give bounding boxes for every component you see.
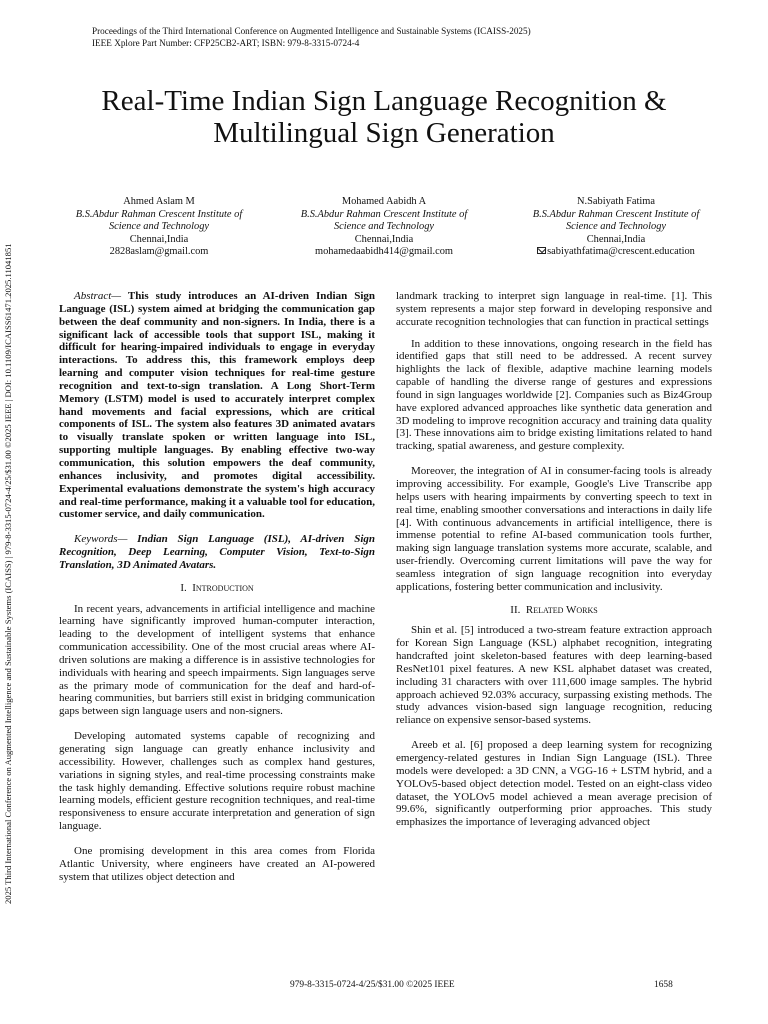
author-block-3 — [501, 196, 731, 259]
conference-header-line1: Proceedings of the Third International Conference on Augmented Intelligence and Sustainable Systems (ICAISS-2025) — [92, 26, 531, 36]
right-column — [396, 290, 712, 829]
page-number: 1658 — [654, 980, 673, 990]
intro-paragraph-3: One promising development in this area comes from Florida Atlantic University, where engineers have created an AI-powered system that utilizes object detection and — [59, 844, 375, 883]
author-affiliation: Science and Technology — [333, 221, 435, 233]
related-paragraph-2: Areeb et al. [6] proposed a deep learning system for recognizing emergency-related gestures in Indian Sign Language (ISL). Three models were developed: a 3D CNN, a VGG-16 + LSTM hybrid, and a YOLOv5-based object detection model. Tested on an eight-class video dataset, the YOLOv5 model achieved a mean average precision of 99.6%, significantly outperforming prior approaches. This study emphasizes the importance of leveraging advanced object — [396, 739, 712, 829]
section-heading-related-works — [396, 604, 712, 617]
related-paragraph-1: Shin et al. [5] introduced a two-stream feature extraction approach for Korean Sign Language (KSL) alphabet recognition, integrating handcrafted joint skeleton-based features with deep learning-based ResNet101 pixel features. A new KSL alphabet dataset was created, including 31 characters with over 111,600 image samples. The hybrid approach achieved 92.03% accuracy, surpassing existing methods. The study advances vision-based sign language recognition, reducing reliance on expensive sensor-based systems. — [396, 624, 712, 727]
abstract-text: This study introduces an AI-driven Indian Sign Language (ISL) system aimed at bridging the communication gap between the deaf community and non-signers. In India, there is a significant lack of accessible tools that support ISL, making it difficult for hearing-impaired individuals to engage in everyday interactions. To address this, this framework employs deep learning and computer vision techniques for real-time gesture recognition and text-to-sign translation. A Long Short-Term Memory (LSTM) model is used to accurately interpret complex hand movements and facial expressions, which are critical components of ISL. The system also features 3D animated avatars to visually translate spoken or written language into ISL, supporting multiple languages. By enabling effective two-way communication, this solution empowers the deaf community, enhances inclusivity, and promotes digital accessibility. Experimental evaluations demonstrate the system's high accuracy and real-time performance, making it a valuable tool for education, customer service, and daily communication. — [59, 290, 375, 521]
section-number: I. — [180, 581, 187, 594]
section-heading-introduction — [59, 582, 375, 595]
author-name: N.Sabiyath Fatima — [577, 196, 655, 207]
doi-sidebar-text: 2025 Third International Conference on Augmented Intelligence and Sustainable Systems (ICAISS) | 979-8-3315-0724-4/25/$31.00 ©2025 IEEE | DOI: 10.1109/ICAISS61471.2025.11041851 — [3, 243, 13, 904]
paper-title-line1: Real-Time Indian Sign Language Recognition & — [101, 85, 667, 117]
author-location: Chennai,India — [586, 233, 646, 245]
author-location: Chennai,India — [129, 233, 189, 245]
abstract — [59, 290, 375, 521]
keywords-text: Indian Sign Language (ISL), AI-driven Sign Recognition, Deep Learning, Computer Vision, Text-to-Sign Translation, 3D Animated Avatars. — [59, 533, 375, 571]
abstract-label: Abstract— — [74, 290, 122, 302]
paper-title — [40, 85, 728, 149]
intro-paragraph-5: Moreover, the integration of AI in consumer-facing tools is already improving accessibility. For example, Google's Live Transcribe app helps users with hearing impairments by converting speech to text in real time, enabling smoother conversations and interactions in daily life [4]. With continuous advancements in artificial intelligence, there is immense potential to refine AI-based communication tools further, making sign language translation systems more accurate, scalable, and user-friendly. Overcoming current limitations will pave the way for seamless integration of sign language recognition into everyday applications, fostering better communication and inclusivity. — [396, 465, 712, 593]
author-affiliation: B.S.Abdur Rahman Crescent Institute of — [75, 208, 243, 220]
intro-paragraph-3-continued: landmark tracking to interpret sign language in real-time. [1]. This system represents a major step forward in developing responsive and accurate recognition technologies that can function in practical settings — [396, 290, 712, 328]
envelope-icon — [537, 247, 546, 254]
author-email: mohamedaabidh414@gmail.com — [315, 246, 453, 258]
keywords — [59, 533, 375, 572]
left-column — [59, 290, 375, 883]
paper-title-line2: Multilingual Sign Generation — [213, 117, 555, 149]
conference-header — [92, 25, 531, 49]
section-title: Introduction — [192, 581, 254, 594]
author-block-2 — [269, 196, 499, 259]
intro-paragraph-4: In addition to these innovations, ongoing research in the field has identified gaps that still need to be addressed. A recent survey highlights the lack of flexible, adaptive machine learning models capable of handling the diverse range of gestures and expressions found in sign languages worldwide [2]. Companies such as Biz4Group have explored advanced approaches like synthetic data generation and 3D modeling to improve recognition accuracy and training data quality [3]. These innovations aim to bridge existing limitations related to hand tracking, spatial awareness, and gesture complexity. — [396, 337, 712, 453]
author-block-1 — [44, 196, 274, 259]
section-number: II. — [510, 603, 521, 616]
author-email: sabiyathfatima@crescent.education — [547, 246, 695, 258]
author-name: Ahmed Aslam M — [123, 196, 195, 207]
author-affiliation: B.S.Abdur Rahman Crescent Institute of — [532, 208, 700, 220]
intro-paragraph-2: Developing automated systems capable of recognizing and generating sign language can greatly enhance inclusivity and accessibility. However, challenges such as complex hand gestures, variations in signing styles, and real-time processing constraints make the task highly demanding. Effective solutions require robust machine learning models, efficient gesture recognition techniques, and real-time responsiveness to ensure accurate interpretation and generation of sign language. — [59, 730, 375, 833]
author-affiliation: Science and Technology — [565, 221, 667, 233]
author-affiliation: B.S.Abdur Rahman Crescent Institute of — [300, 208, 468, 220]
author-name: Mohamed Aabidh A — [341, 196, 427, 207]
footer-code: 979-8-3315-0724-4/25/$31.00 ©2025 IEEE — [290, 980, 455, 990]
author-location: Chennai,India — [354, 233, 414, 245]
conference-header-line2: IEEE Xplore Part Number: CFP25CB2-ART; ISBN: 979-8-3315-0724-4 — [92, 38, 360, 48]
author-email: 2828aslam@gmail.com — [109, 246, 209, 258]
keywords-label: Keywords— — [74, 533, 128, 546]
section-title: Related Works — [525, 603, 598, 616]
intro-paragraph-1: In recent years, advancements in artificial intelligence and machine learning have significantly improved human-computer interaction, leading to the development of intelligent systems that enhance communication accessibility. One of the most crucial areas where AI-driven solutions are making a difference is in assistive technologies for individuals with hearing and speech impairments. Sign languages serve as the primary mode of communication for the deaf and hard-of-hearing communities, but barriers still exist in bridging communication gaps between sign language users and non-signers. — [59, 602, 375, 718]
author-affiliation: Science and Technology — [108, 221, 210, 233]
